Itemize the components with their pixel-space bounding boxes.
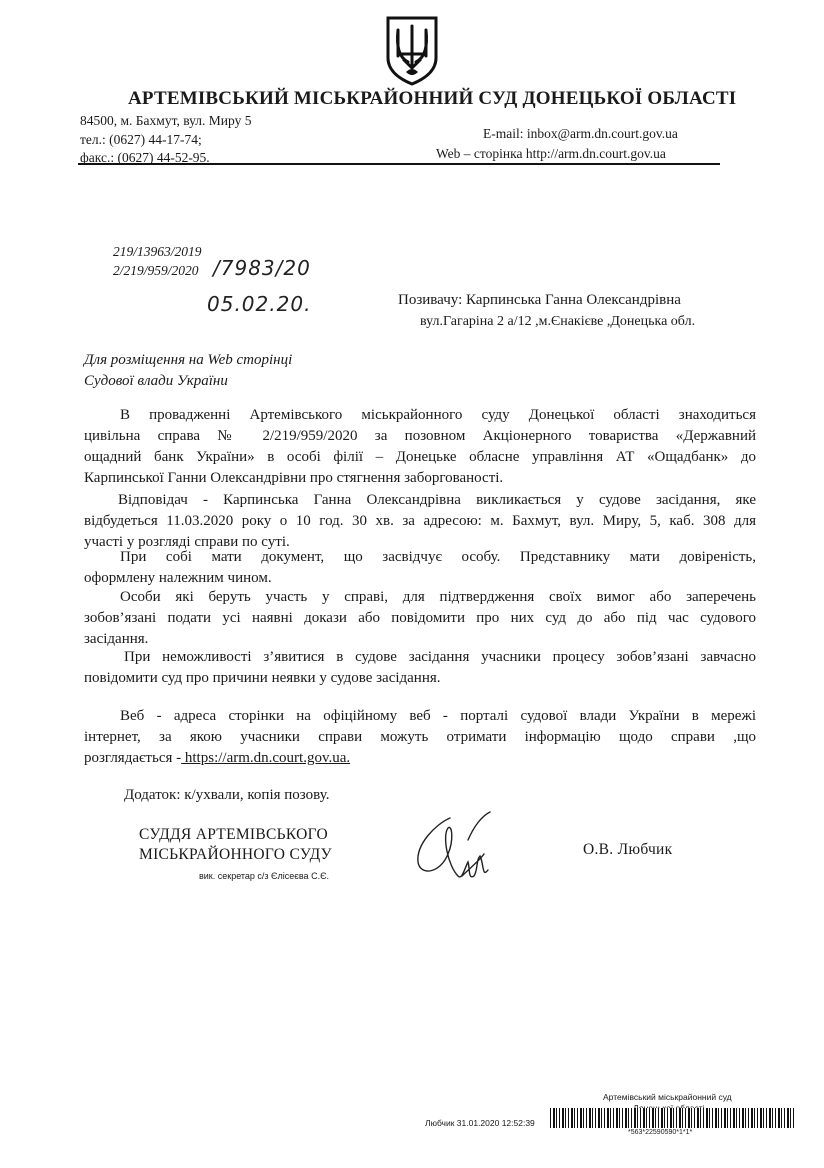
- recipient-address: вул.Гагаріна 2 а/12 ,м.Єнакієве ,Донецька обл.: [420, 314, 696, 329]
- text-line: В провадженні Артемівського міськрайонного суду Донецької області знаходиться: [120, 407, 756, 423]
- paragraph-summons: [84, 490, 756, 553]
- court-phone: тел.: (0627) 44-17-74;: [80, 132, 202, 147]
- recipient-name: Позивачу: Карпинська Ганна Олександрівна: [398, 292, 681, 308]
- paragraph-documents: [84, 547, 756, 589]
- paragraph-absence: [84, 647, 756, 689]
- text-line: оформлену належним чином.: [84, 570, 272, 586]
- text-line: Особи які беруть участь у справі, для підтвердження своїх вимог або заперечень: [120, 589, 756, 605]
- paragraph-website: [84, 706, 756, 769]
- case-number-1: 219/13963/2019: [113, 244, 202, 259]
- text-line: зобов’язані подати усі наявні докази або повідомити про них суд до або під час судового: [84, 610, 756, 626]
- web-publication-note: Для розміщення на Web сторінці: [84, 352, 293, 368]
- secretary-note: вик. секретар с/з Єлісеєва С.Є.: [199, 871, 330, 881]
- text-line: повідомити суд про причини неявки у судове засідання.: [84, 670, 441, 686]
- trident-coat-of-arms-icon: [384, 14, 440, 86]
- court-website-link[interactable]: https://arm.dn.court.gov.ua.: [181, 750, 351, 766]
- handwritten-outgoing-number: /7983/20: [213, 256, 311, 280]
- stamp-user-datetime: Любчик 31.01.2020 12:52:39: [425, 1118, 535, 1128]
- text-line: участі у розгляді справи по суті.: [84, 534, 290, 550]
- text-line: Відповідач - Карпинська Ганна Олександрівна викликається у судове засідання, яке: [118, 492, 756, 508]
- court-email: E-mail: inbox@arm.dn.court.gov.ua: [483, 126, 678, 141]
- handwritten-date: 05.02.20.: [207, 292, 312, 316]
- text-line: ощадний банк України» в особі філії – Донецьке обласне управління АТ «Ощадбанк» до: [84, 449, 756, 465]
- text-line: При неможливості з’явитися в судове засідання учасники процесу зобов’язані завчасно: [124, 649, 756, 665]
- document-barcode: [550, 1108, 796, 1128]
- text-line: засідання.: [84, 631, 149, 647]
- text-line: Веб - адреса сторінки на офіційному веб - порталі судової влади України в мережі: [120, 708, 756, 724]
- text-line: цивільна справа № 2/219/959/2020 за позовном Акціонерного товариства «Державний: [84, 428, 756, 444]
- court-name: АРТЕМІВСЬКИЙ МІСЬКРАЙОННИЙ СУД ДОНЕЦЬКОЇ ОБЛАСТІ: [128, 88, 737, 109]
- coat-of-arms-emblem: [384, 14, 440, 91]
- case-number-2: 2/219/959/2020: [113, 263, 199, 278]
- text-line-prefix: розглядається -: [84, 750, 182, 766]
- text-line: Карпинської Ганни Олександрівни про стягнення заборгованості.: [84, 470, 504, 486]
- text-line: інтернет, за якою учасники справи можуть отримати інформацію щодо справи ,що: [84, 729, 756, 745]
- judge-name: О.В. Любчик: [583, 841, 673, 858]
- handwritten-signature: [408, 810, 498, 890]
- court-address: 84500, м. Бахмут, вул. Миру 5: [80, 113, 252, 128]
- court-website: Web – сторінка http://arm.dn.court.gov.ua: [436, 146, 666, 161]
- judge-title-2: МІСЬКРАЙОННОГО СУДУ: [139, 846, 332, 863]
- text-line: відбудеться 11.03.2020 року о 10 год. 30 хв. за адресою: м. Бахмут, вул. Миру, 5, каб. 308 для: [84, 513, 756, 529]
- attachment-note: Додаток: к/ухвали, копія позову.: [124, 787, 330, 803]
- stamp-court-name: Артемівський міськрайонний суд: [603, 1092, 732, 1102]
- text-line: [84, 748, 756, 769]
- barcode-text: *563*22590590*1*1*: [628, 1129, 693, 1136]
- letterhead-divider: [78, 163, 720, 165]
- paragraph-evidence: [84, 587, 756, 650]
- web-publication-note-2: Судової влади України: [84, 373, 228, 389]
- court-fax: факс.: (0627) 44-52-95.: [80, 150, 210, 165]
- judge-title-1: СУДДЯ АРТЕМІВСЬКОГО: [139, 826, 328, 843]
- paragraph-case-info: [84, 405, 756, 489]
- text-line: При собі мати документ, що засвідчує особу. Представнику мати довіреність,: [120, 549, 756, 565]
- signature-icon: [408, 810, 498, 885]
